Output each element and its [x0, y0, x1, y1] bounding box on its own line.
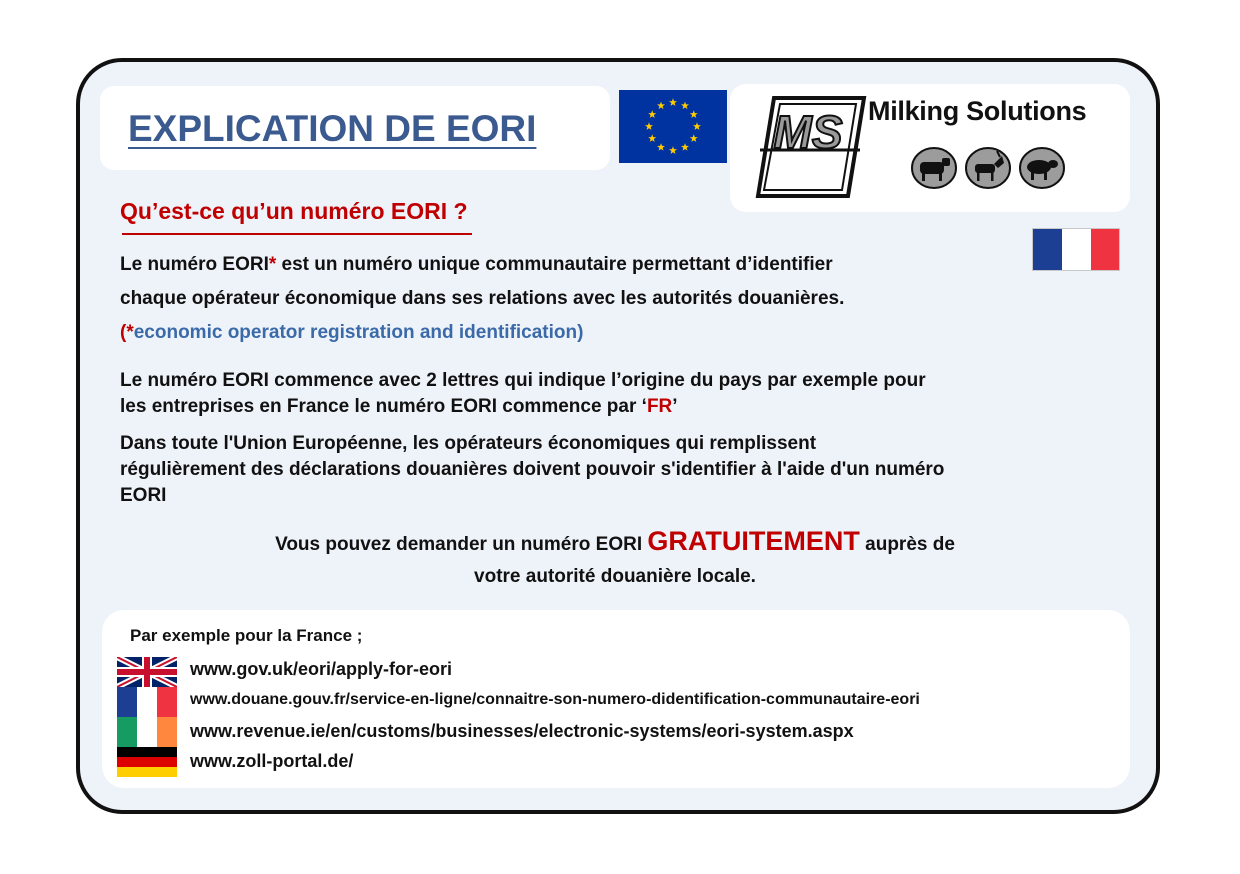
eori-prefix-paragraph — [120, 368, 926, 420]
text-segment: Le numéro — [120, 370, 223, 391]
free-request-line2 — [100, 566, 1130, 588]
ireland-flag-icon — [117, 717, 177, 747]
france-flag-icon — [1032, 228, 1120, 271]
eori-term: EORI — [120, 485, 167, 506]
text-segment: ’ — [672, 396, 678, 417]
eu-paragraph — [120, 431, 944, 509]
ms-logo-icon — [754, 94, 868, 200]
footnote-line — [120, 322, 583, 344]
text-segment: votre — [474, 566, 526, 587]
link-france-eori[interactable]: www.douane.gouv.fr/service-en-ligne/connaitre-son-numero-didentification-communautaire-eori — [190, 691, 920, 708]
text-segment: régulièrement des déclarations douanières doivent pouvoir s'identifier à l'aide d'un numéro — [120, 459, 945, 480]
brand-name: Milking Solutions — [868, 96, 1087, 126]
text-segment: locale. — [691, 566, 756, 587]
text-segment: Vous pouvez demander un numéro — [275, 534, 596, 555]
eori-definition-line1 — [120, 254, 833, 276]
goat-icon — [964, 146, 1012, 190]
text-segment: Dans toute l'Union Européenne, les opérateurs économiques qui remplissent — [120, 433, 817, 454]
uk-flag-icon — [117, 657, 177, 687]
cow-icon — [910, 146, 958, 190]
footnote-star: (* — [120, 322, 134, 343]
page-title: EXPLICATION DE EORI — [128, 108, 537, 149]
eori-term: EORI — [222, 254, 269, 275]
example-label: Par exemple pour la France ; — [130, 626, 363, 645]
free-highlight: GRATUITEMENT — [647, 526, 860, 556]
germany-flag-icon — [117, 747, 177, 777]
text-segment: auprès de — [859, 534, 955, 555]
authority-term: autorité douanière — [525, 566, 692, 587]
eori-definition-line2: chaque opérateur économique dans ses relations avec les autorités douanières. — [120, 288, 845, 309]
france-flag-icon — [117, 687, 177, 717]
text-segment: est un numéro unique communautaire permettant d’identifier — [276, 254, 833, 275]
eu-flag-icon — [619, 90, 727, 163]
free-request-line1 — [100, 526, 1130, 557]
footnote-star: * — [268, 254, 277, 275]
text-segment: Le numéro — [120, 254, 223, 275]
logo-letter-m: MS — [773, 106, 843, 158]
country-code: FR — [646, 396, 673, 417]
sheep-icon — [1018, 146, 1066, 190]
text-segment: les entreprises en France le numéro EORI commence par ‘ — [120, 396, 647, 417]
link-ireland-eori[interactable]: www.revenue.ie/en/customs/businesses/electronic-systems/eori-system.aspx — [190, 721, 854, 741]
text-segment: commence avec 2 lettres qui indique l’origine du pays par exemple pour — [268, 370, 926, 391]
footnote-text: economic operator registration and identification) — [133, 322, 584, 343]
heading-underline — [122, 233, 472, 235]
eori-term: EORI — [222, 370, 269, 391]
section-heading: Qu’est-ce qu’un numéro EORI ? — [120, 198, 468, 224]
eori-term: EORI — [595, 534, 643, 555]
link-germany-eori[interactable]: www.zoll-portal.de/ — [190, 751, 354, 771]
link-uk-eori[interactable]: www.gov.uk/eori/apply-for-eori — [190, 659, 453, 679]
